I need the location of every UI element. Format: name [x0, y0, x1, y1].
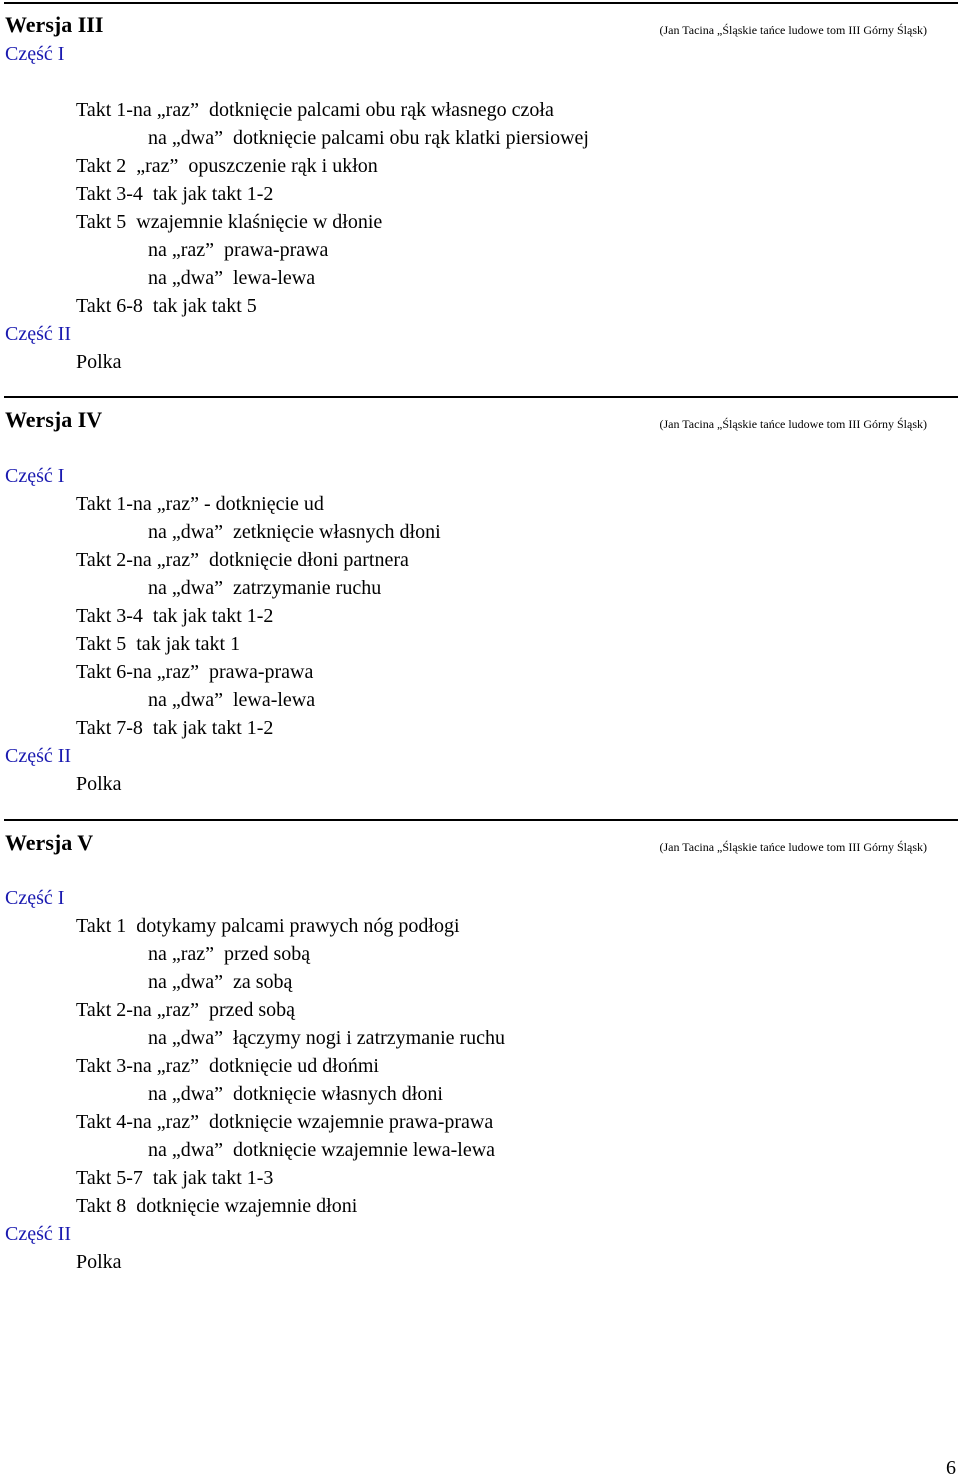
step-line: Takt 5 wzajemnie klaśnięcie w dłonie [76, 211, 383, 233]
step-line: na „dwa” zetknięcie własnych dłoni [148, 521, 441, 543]
source-note: (Jan Tacina „Śląskie tańce ludowe tom III Górny Śląsk) [659, 417, 927, 431]
step-line: na „raz” prawa-prawa [148, 239, 329, 261]
part-1-heading: Część I [5, 465, 65, 487]
top-rule [4, 2, 958, 4]
section-rule [4, 819, 958, 821]
part-2-heading: Część II [5, 745, 72, 767]
part-2-heading: Część II [5, 323, 72, 345]
step-line: Takt 6-8 tak jak takt 5 [76, 295, 257, 317]
step-line: Takt 1 dotykamy palcami prawych nóg podłogi [76, 915, 460, 937]
step-line: na „dwa” lewa-lewa [148, 267, 316, 289]
step-line: Takt 3-4 tak jak takt 1-2 [76, 605, 274, 627]
step-line: na „dwa” łączymy nogi i zatrzymanie ruchu [148, 1027, 506, 1049]
step-line: Takt 6-na „raz” prawa-prawa [76, 661, 314, 683]
step-line: na „dwa” za sobą [148, 971, 293, 993]
version-title: Wersja IV [5, 407, 103, 432]
polka-label: Polka [76, 351, 122, 373]
step-line: Takt 2 „raz” opuszczenie rąk i ukłon [76, 155, 378, 177]
version-title: Wersja III [5, 12, 104, 37]
step-line: Takt 2-na „raz” dotknięcie dłoni partnera [76, 549, 409, 571]
part-1-heading: Część I [5, 887, 65, 909]
step-line: Takt 3-na „raz” dotknięcie ud dłońmi [76, 1055, 379, 1077]
part-1-heading: Część I [5, 43, 65, 65]
step-line: Takt 3-4 tak jak takt 1-2 [76, 183, 274, 205]
step-line: na „dwa” lewa-lewa [148, 689, 316, 711]
step-line: na „dwa” dotknięcie wzajemnie lewa-lewa [148, 1139, 496, 1161]
step-line: na „dwa” dotknięcie palcami obu rąk klatki piersiowej [148, 127, 589, 149]
step-line: Takt 5 tak jak takt 1 [76, 633, 241, 655]
step-line: Takt 8 dotknięcie wzajemnie dłoni [76, 1195, 358, 1217]
source-note: (Jan Tacina „Śląskie tańce ludowe tom III Górny Śląsk) [659, 840, 927, 854]
step-line: na „raz” przed sobą [148, 943, 311, 965]
step-line: Takt 1-na „raz” dotknięcie palcami obu rąk własnego czoła [76, 99, 554, 121]
section-rule [4, 396, 958, 398]
page-number: 6 [946, 1457, 956, 1479]
step-line: na „dwa” dotknięcie własnych dłoni [148, 1083, 443, 1105]
version-title: Wersja V [5, 830, 94, 855]
step-line: na „dwa” zatrzymanie ruchu [148, 577, 382, 599]
polka-label: Polka [76, 773, 122, 795]
step-line: Takt 5-7 tak jak takt 1-3 [76, 1167, 274, 1189]
step-line: Takt 4-na „raz” dotknięcie wzajemnie prawa-prawa [76, 1111, 494, 1133]
step-line: Takt 1-na „raz” - dotknięcie ud [76, 493, 324, 515]
polka-label: Polka [76, 1251, 122, 1273]
step-line: Takt 2-na „raz” przed sobą [76, 999, 296, 1021]
step-line: Takt 7-8 tak jak takt 1-2 [76, 717, 274, 739]
part-2-heading: Część II [5, 1223, 72, 1245]
source-note: (Jan Tacina „Śląskie tańce ludowe tom III Górny Śląsk) [659, 23, 927, 37]
